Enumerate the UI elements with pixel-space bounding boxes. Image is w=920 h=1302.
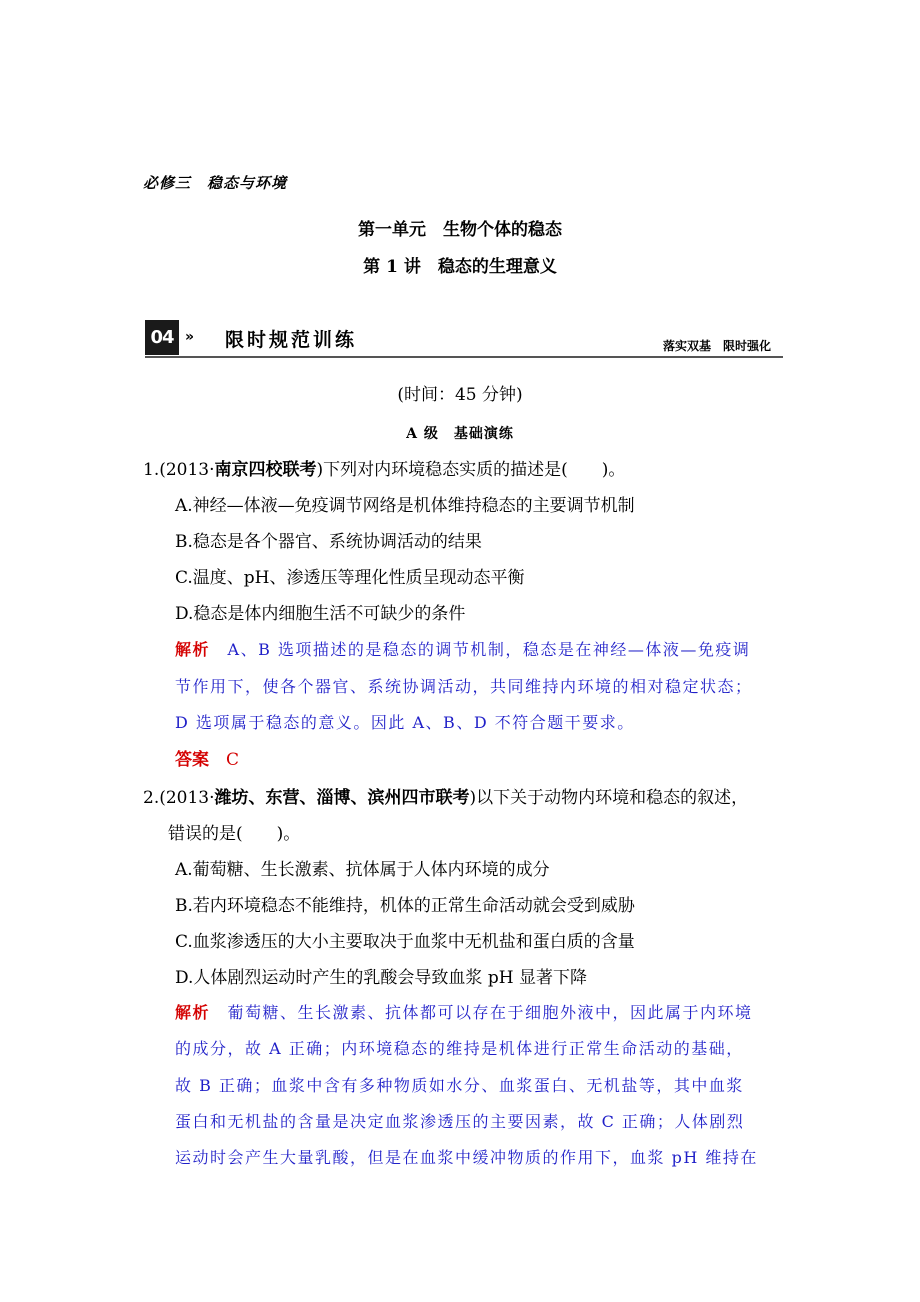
section-banner (145, 320, 783, 360)
q1-option-b: B.稳态是各个器官、系统协调活动的结果 (175, 532, 482, 552)
level-heading: A 级 基础演练 (406, 426, 514, 442)
answer-label: 答案 (175, 750, 209, 770)
q2-option-a: A.葡萄糖、生长激素、抗体属于人体内环境的成分 (175, 860, 550, 880)
q1-option-c: C.温度、pH、渗透压等理化性质呈现动态平衡 (175, 568, 525, 588)
analysis-text: 葡萄糖、生长激素、抗体都可以存在于细胞外液中，因此属于内环境 (227, 1003, 753, 1022)
q1-analysis-line-1 (175, 637, 750, 660)
answer-value: C (226, 750, 240, 770)
question-text: )下列对内环境稳态实质的描述是( )。 (316, 460, 626, 480)
question-number: 1.( (143, 460, 166, 480)
question-2-stem-cont: 错误的是( )。 (168, 824, 301, 844)
unit-title: 第一单元 生物个体的稳态 (358, 220, 562, 240)
module-heading: 必修三 稳态与环境 (143, 174, 288, 192)
question-2-stem (143, 783, 748, 808)
analysis-text: A、B 选项描述的是稳态的调节机制，稳态是在神经—体液—免疫调 (227, 640, 751, 659)
q2-analysis-line-3: 故 B 正确；血浆中含有多种物质如水分、血浆蛋白、无机盐等，其中血浆 (175, 1076, 744, 1095)
analysis-label: 解析 (175, 1003, 211, 1022)
question-year: 2013· (165, 788, 215, 808)
time-limit: (时间：45 分钟) (397, 385, 523, 405)
chevrons-icon: » (185, 329, 195, 345)
q2-option-d: D.人体剧烈运动时产生的乳酸会导致血浆 pH 显著下降 (175, 968, 587, 988)
question-source: 南京四校联考 (214, 460, 317, 480)
question-year: 2013· (165, 460, 215, 480)
analysis-label: 解析 (175, 640, 211, 659)
q2-analysis-line-2: 的成分，故 A 正确；内环境稳态的维持是机体进行正常生命活动的基础， (175, 1039, 744, 1058)
section-number-badge: 04 (145, 320, 179, 355)
q2-analysis-line-1 (175, 1000, 753, 1023)
q2-option-c: C.血浆渗透压的大小主要取决于血浆中无机盐和蛋白质的含量 (175, 932, 635, 952)
question-text: )以下关于动物内环境和稳态的叙述， (469, 788, 749, 808)
question-source: 潍坊、东营、淄博、滨州四市联考 (214, 788, 470, 808)
section-title: 限时规范训练 (225, 329, 358, 351)
q1-answer (175, 745, 239, 770)
q1-option-a: A.神经—体液—免疫调节网络是机体维持稳态的主要调节机制 (175, 496, 635, 516)
q1-option-d: D.稳态是体内细胞生活不可缺少的条件 (175, 604, 466, 624)
q2-analysis-line-4: 蛋白和无机盐的含量是决定血浆渗透压的主要因素，故 C 正确；人体剧烈 (175, 1112, 745, 1131)
q2-analysis-line-5: 运动时会产生大量乳酸，但是在血浆中缓冲物质的作用下，血浆 pH 维持在 (175, 1148, 758, 1167)
q2-option-b: B.若内环境稳态不能维持，机体的正常生命活动就会受到威胁 (175, 896, 635, 916)
banner-rule (145, 356, 783, 358)
question-number: 2.( (143, 788, 166, 808)
question-1-stem (143, 455, 625, 480)
lecture-title: 第 1 讲 稳态的生理意义 (363, 257, 557, 277)
q1-analysis-line-3: D 选项属于稳态的意义。因此 A、B、D 不符合题干要求。 (175, 713, 635, 732)
q1-analysis-line-2: 节作用下，使各个器官、系统协调活动，共同维持内环境的相对稳定状态； (175, 677, 753, 696)
section-subtitle: 落实双基 限时强化 (662, 339, 771, 353)
